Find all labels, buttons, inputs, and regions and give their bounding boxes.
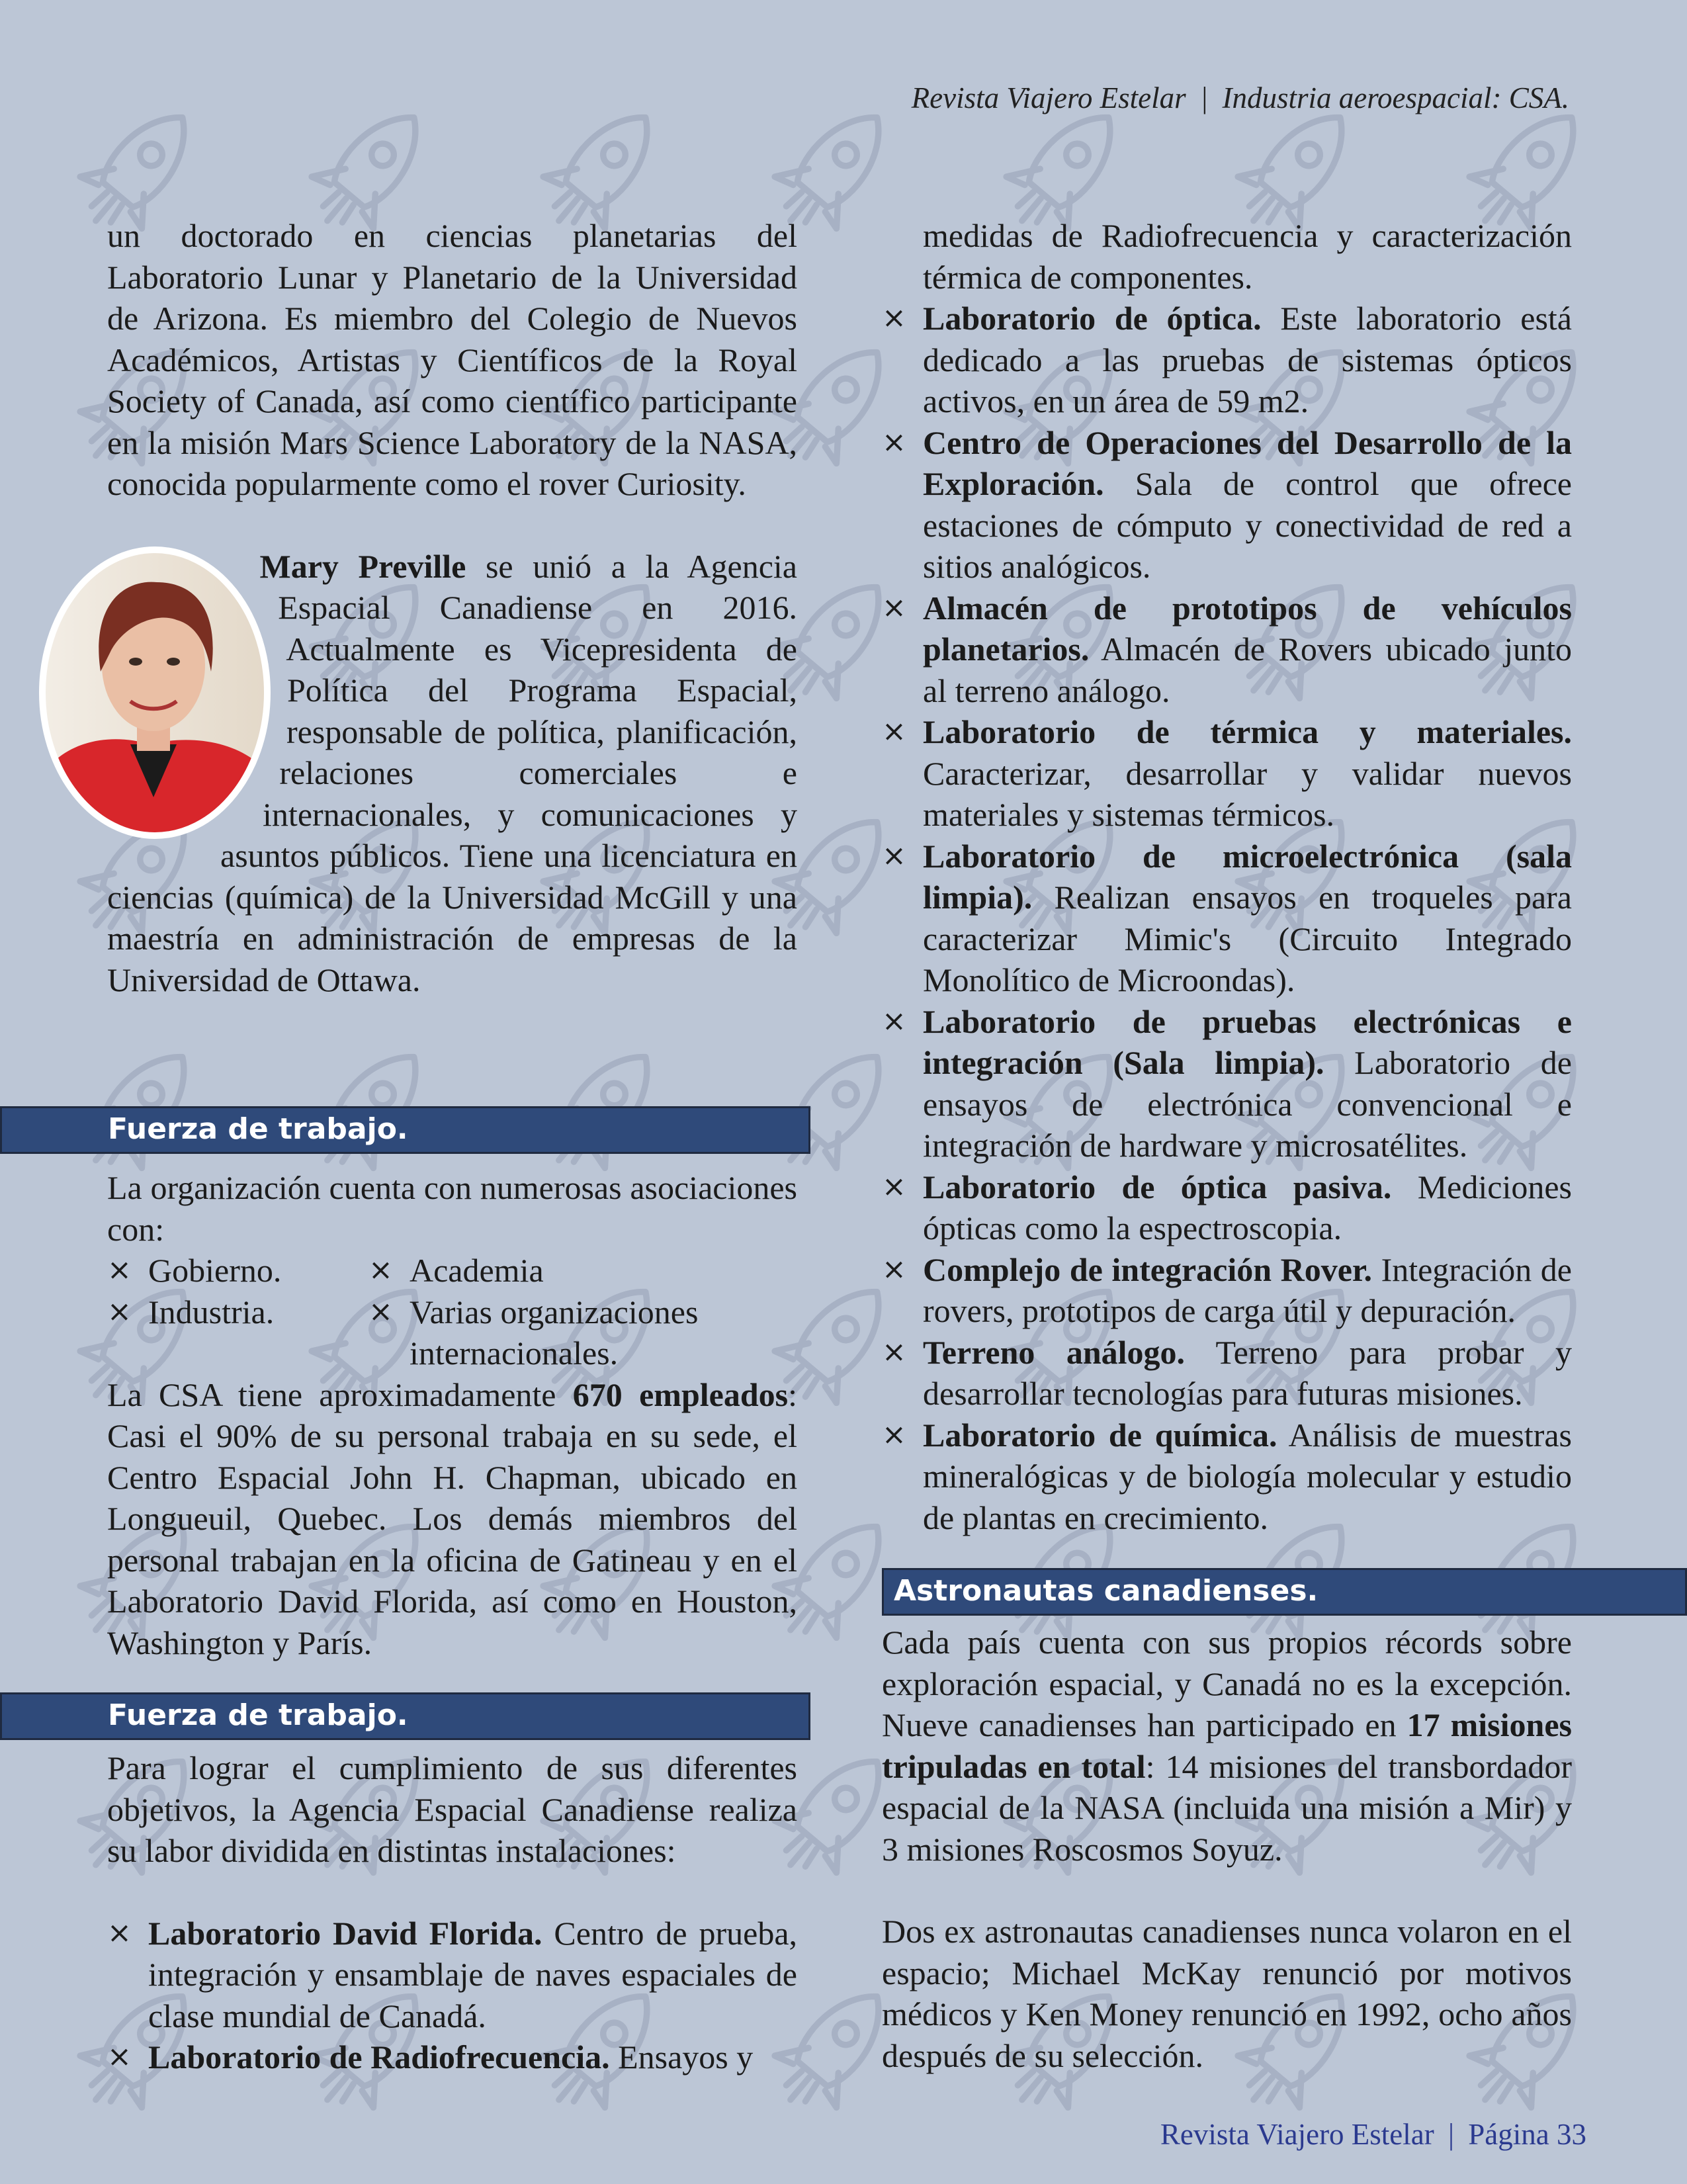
list-item: ⨯ Laboratorio de óptica. Este laboratorio está dedicado a las pruebas de sistemas ópticos activos, en un área de 59 m2. [882, 298, 1572, 422]
preville-paragraph [107, 546, 797, 1001]
bullet-x-icon: ⨯ [882, 1252, 906, 1286]
continuation-paragraph: medidas de Radiofrecuencia y caracterización térmica de componentes. [923, 217, 1572, 296]
list-item: ⨯ Complejo de integración Rover. Integración de rovers, prototipos de carga útil y depuración. [882, 1249, 1572, 1332]
staff-count: 670 empleados [572, 1376, 789, 1413]
bullet-x-icon: ⨯ [882, 838, 906, 873]
preville-text: se unió a la Agencia Espacial Canadiense en 2016. Actualmente es Vicepresidenta de Política del Programa Espacial, responsable de política, planificación, relaciones comerciales e internacionales, y comunicaciones y asuntos públicos. Tiene una licenciatura en ciencias (química) de la Universidad McGill y una maestría en administración de empresas de la Universidad de Ottawa. [107, 547, 797, 998]
list-item: ⨯ Almacén de prototipos de vehículos planetarios. Almacén de Rovers ubicado junto al terreno análogo. [882, 588, 1572, 712]
section-heading-workforce-2: Fuerza de trabajo. [0, 1692, 810, 1740]
facilities-intro: Para lograr el cumplimiento de sus diferentes objetivos, la Agencia Espacial Canadiense realiza su labor dividida en distintas instalaciones: [107, 1749, 797, 1869]
facilities-block-left [107, 1747, 797, 2078]
page-footer [1160, 2117, 1586, 2152]
list-item: ⨯ Laboratorio de química. Análisis de muestras mineralógicas y de biología molecular y estudio de plantas en crecimiento. [882, 1415, 1572, 1539]
mary-preville-photo [38, 546, 273, 840]
bullet-x-icon: ⨯ [368, 1294, 393, 1329]
bullet-x-icon: ⨯ [107, 1253, 132, 1287]
bullet-x-icon: ⨯ [107, 2040, 132, 2074]
bullet-x-icon: ⨯ [368, 1253, 393, 1287]
running-header [912, 81, 1569, 115]
astronauts-paragraph-1: Cada país cuenta con sus propios récords sobre exploración espacial, y Canadá no es la excepción. Nueve canadienses han participado en 17 misiones tripuladas en total: 14 misiones del transbordador espacial de la NASA (incluida una misión a Mir) y 3 misiones Roscosmos Soyuz. [882, 1624, 1572, 1868]
bullet-x-icon: ⨯ [882, 1334, 906, 1369]
list-item: ⨯ Terreno análogo. Terreno para probar y desarrollar tecnologías para futuras misiones. [882, 1332, 1572, 1415]
bullet-x-icon: ⨯ [882, 1417, 906, 1452]
footer-separator: | [1448, 2118, 1455, 2151]
facilities-list-left [107, 1913, 797, 2078]
missions-count: 17 misiones tripuladas en total [882, 1706, 1572, 1785]
header-separator: | [1199, 81, 1209, 114]
page-number: Página 33 [1468, 2118, 1586, 2151]
section-heading-astronauts: Astronautas canadienses. [882, 1568, 1687, 1616]
list-item: ⨯ Laboratorio de Radiofrecuencia. Ensayos y [107, 2036, 797, 2078]
section-heading-workforce-1: Fuerza de trabajo. [0, 1106, 810, 1154]
list-item: ⨯ Laboratorio de térmica y materiales. Caracterizar, desarrollar y validar nuevos materiales y sistemas térmicos. [882, 711, 1572, 836]
list-item: ⨯ Laboratorio de pruebas electrónicas e integración (Sala limpia). Laboratorio de ensayos de electrónica convencional e integración de hardware y microsatélites. [882, 1001, 1572, 1166]
bullet-x-icon: ⨯ [882, 715, 906, 748]
header-topic: Industria aeroespacial: CSA. [1222, 81, 1569, 114]
bullet-x-icon: ⨯ [107, 1294, 132, 1329]
staff-paragraph: La CSA tiene aproximadamente 670 empleados: Casi el 90% de su personal trabaja en su sede, el Centro Espacial John H. Chapman, ubicado en Longueuil, Quebec. Los demás miembros del personal trabajan en la oficina de Gatineau y en el Laboratorio David Florida, así como en Houston, Washington y París. [107, 1376, 798, 1661]
list-item: ⨯ Laboratorio de microelectrónica (sala limpia). Realizan ensayos en troqueles para caracterizar Mimic's (Circuito Integrado Monolítico de Microondas). [882, 836, 1572, 1001]
left-column [107, 215, 797, 1000]
list-item: ⨯ Laboratorio David Florida. Centro de prueba, integración y ensamblaje de naves espaciales de clase mundial de Canadá. [107, 1913, 797, 2037]
list-item: ⨯ Varias organizaciones internacionales. [368, 1291, 765, 1374]
bullet-x-icon: ⨯ [882, 1169, 906, 1203]
associations-intro: La organización cuenta con numerosas asociaciones con: [107, 1169, 797, 1248]
bullet-x-icon: ⨯ [882, 425, 906, 459]
workforce-block [107, 1167, 797, 1663]
preville-name: Mary Preville [259, 547, 466, 585]
associations-list [107, 1250, 797, 1374]
bullet-x-icon: ⨯ [882, 301, 906, 335]
list-item: ⨯ Gobierno. [107, 1250, 368, 1291]
footer-magazine: Revista Viajero Estelar [1160, 2118, 1434, 2151]
astronauts-paragraph-2: Dos ex astronautas canadienses nunca volaron en el espacio; Michael McKay renunció por motivos médicos y Ken Money renunció en 1992, ocho años después de su selección. [882, 1913, 1572, 2074]
facilities-list-right [882, 298, 1572, 1538]
intro-paragraph: un doctorado en ciencias planetarias del Laboratorio Lunar y Planetario de la Universidad de Arizona. Es miembro del Colegio de Nuevos Académicos, Artistas y Científicos de la Royal Society of Canada, así como científico participante en la misión Mars Science Laboratory de la NASA, conocida popularmente como el rover Curiosity. [107, 217, 797, 502]
list-item: ⨯ Centro de Operaciones del Desarrollo de la Exploración. Sala de control que ofrece estaciones de cómputo y conectividad de red a sitios analógicos. [882, 422, 1572, 588]
list-item: ⨯ Industria. [107, 1291, 368, 1333]
list-item: ⨯ Laboratorio de óptica pasiva. Mediciones ópticas como la espectroscopia. [882, 1166, 1572, 1249]
right-column [882, 215, 1572, 1538]
bullet-x-icon: ⨯ [107, 1915, 132, 1950]
astronauts-block [882, 1622, 1572, 2076]
list-item: ⨯ Academia [368, 1250, 765, 1291]
bullet-x-icon: ⨯ [882, 1004, 906, 1038]
header-magazine: Revista Viajero Estelar [911, 81, 1186, 114]
bullet-x-icon: ⨯ [882, 590, 906, 625]
